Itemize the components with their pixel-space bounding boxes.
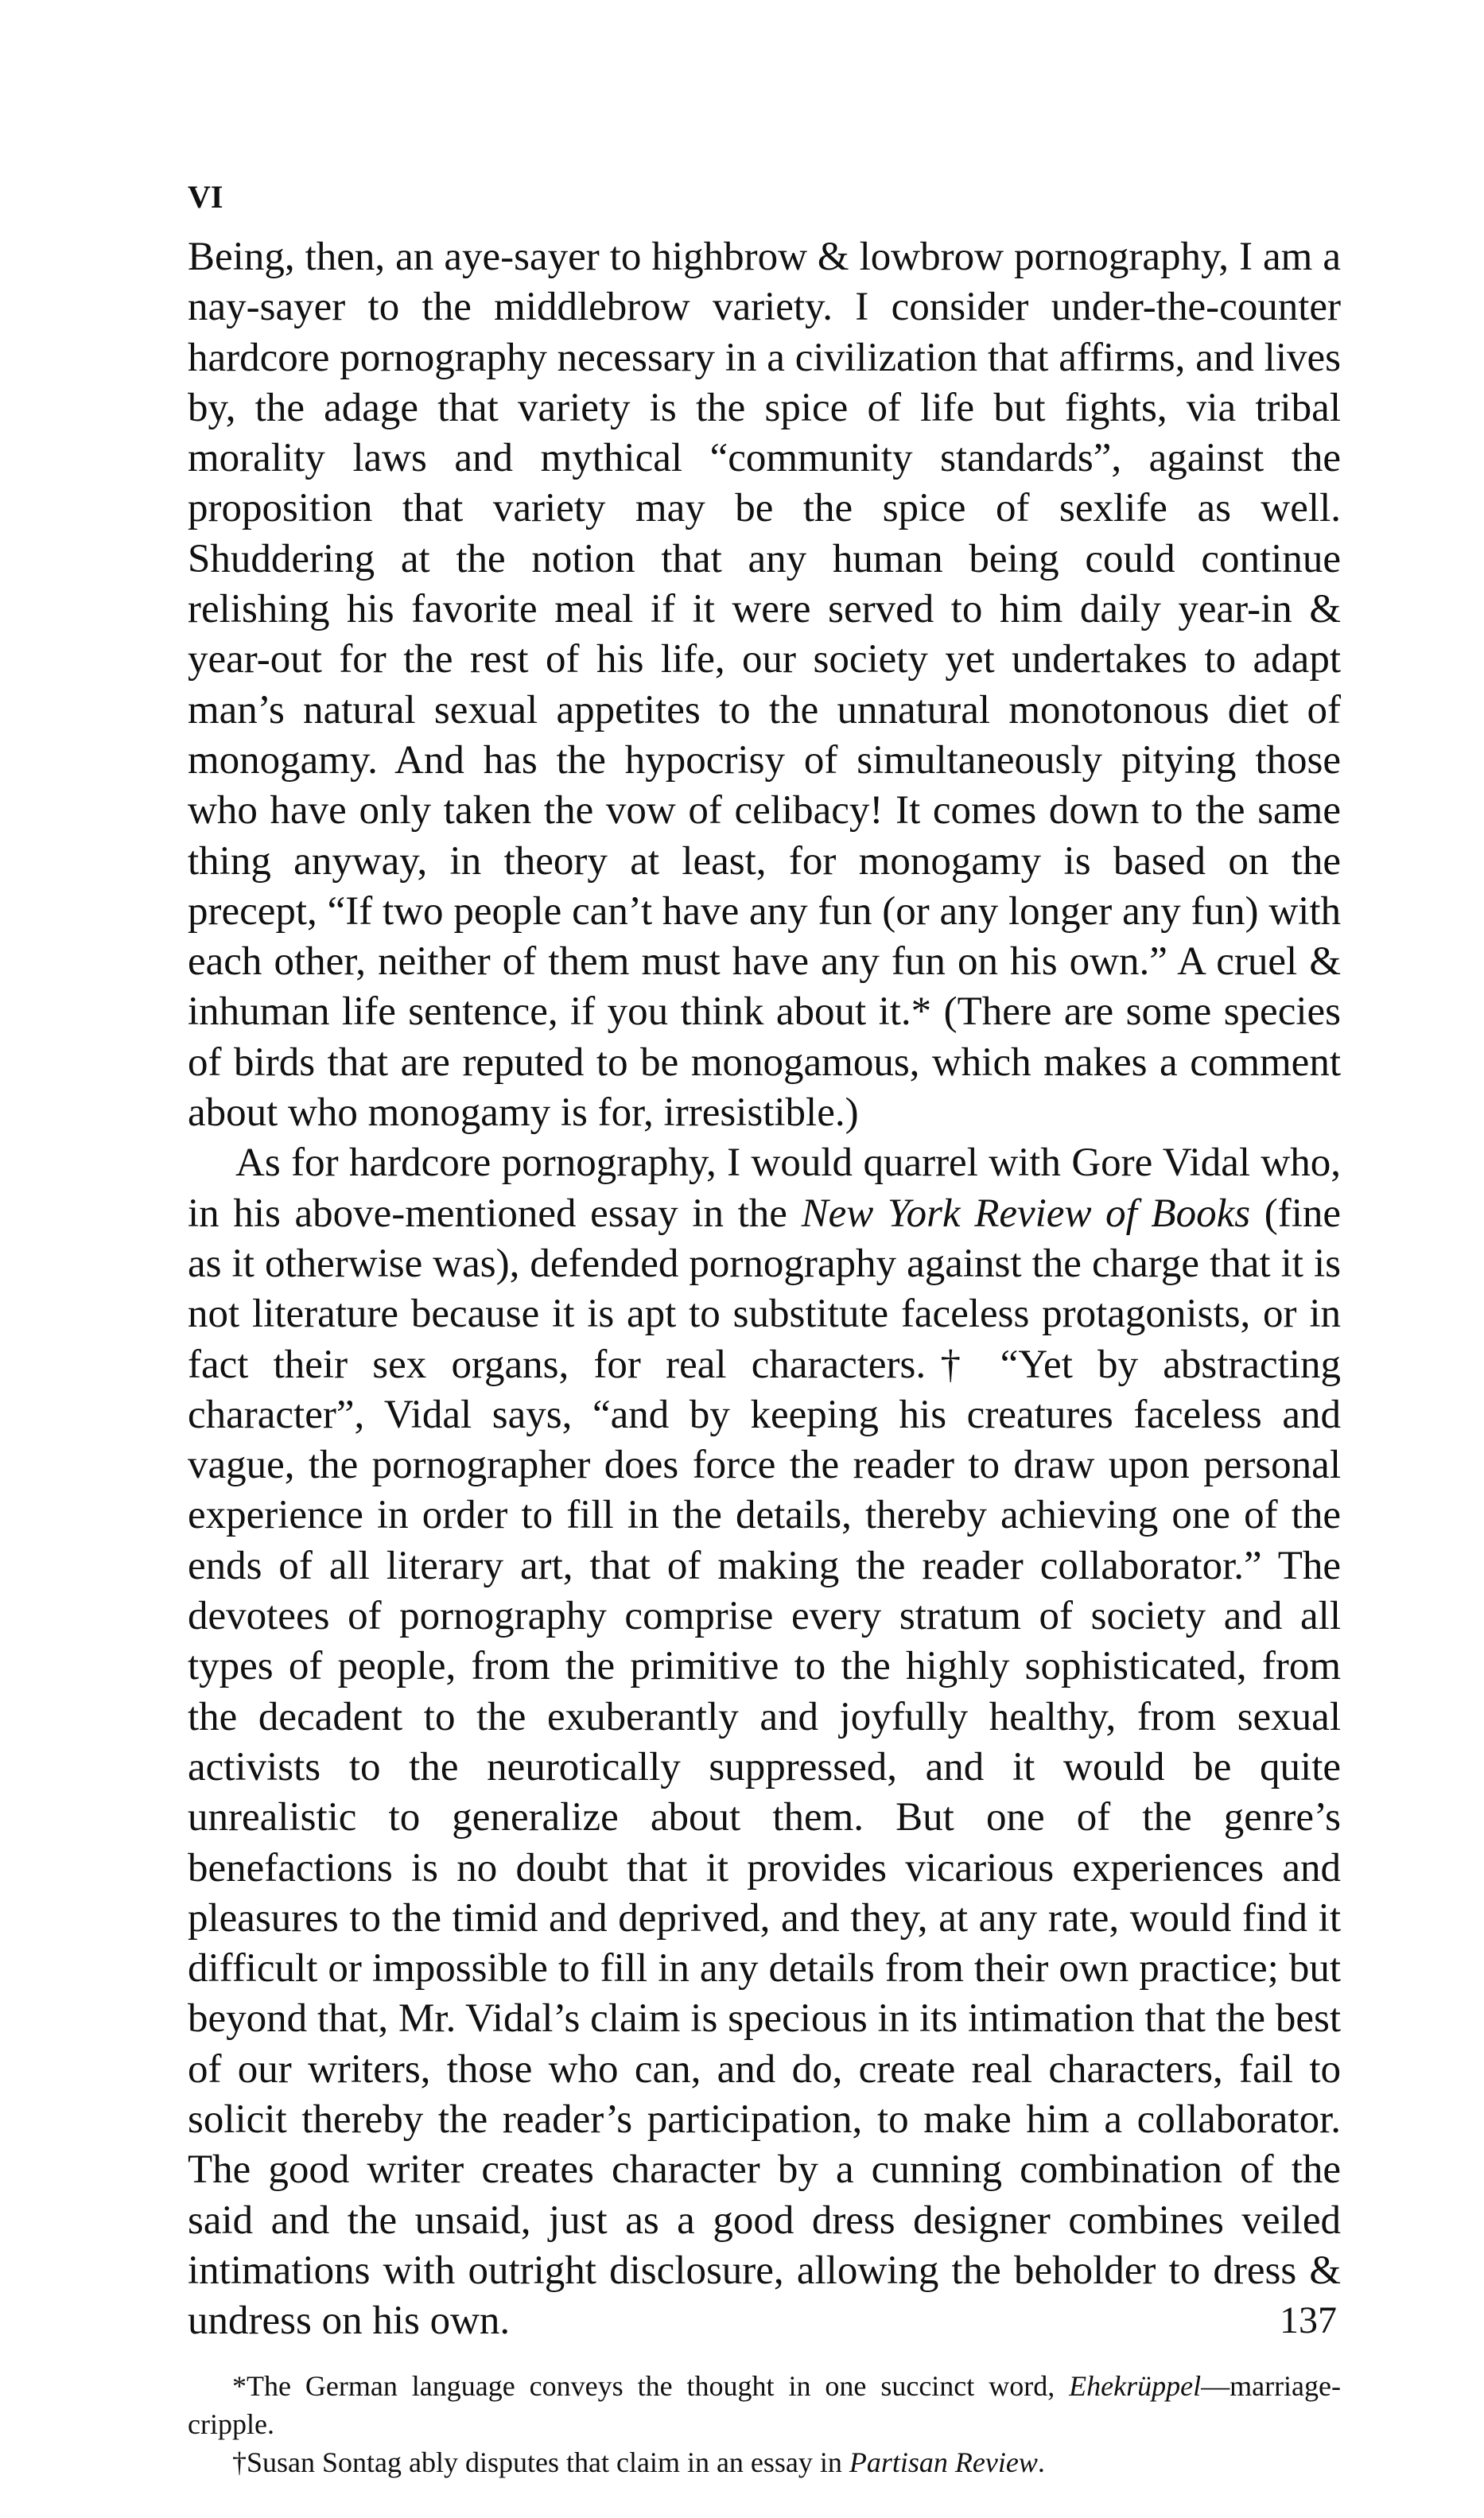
footnote-1-text-end: —marriage-cripple. xyxy=(188,2370,1341,2441)
paragraph-2-text-rest: (fine as it otherwise was), defended pornography against the charge that it is not literature because it is apt to substitute faceless protagonists, or in fact their sex organs, for real characters.† “Yet by abstracting character”, Vidal says, “and by keeping his creatures faceless and vague, the pornographer does force the reader to draw upon personal experience in order to fill in the details, thereby achieving one of the ends of all literary art, that of making the reader collaborator.” The devotees of pornography comprise every stratum of society and all types of people, from the primitive to the highly sophisticated, from the decadent to the exuberantly and joyfully healthy, from sexual activists to the neurotically suppressed, and it would be quite unrealistic to generalize about them. But one of the genre’s benefactions is no doubt that it provides vicarious experiences and pleasures to the timid and deprived, and they, at any rate, would find it difficult or impossible to fill in any details from their own practice; but beyond that, Mr. Vidal’s claim is specious in its intimation that the best of our writers, those who can, and do, create real characters, fail to solicit thereby the reader’s participation, to make him a collaborator. The good writer creates character by a cunning combination of the said and the unsaid, just as a good dress designer combines veiled intimations with outright disclosure, allowing the beholder to dress & undress on his own. xyxy=(188,1191,1342,2344)
footnote-1-german-word: Ehekrüppel xyxy=(1069,2370,1202,2403)
section-heading: VI xyxy=(188,179,223,215)
footnote-2-journal: Partisan Review xyxy=(849,2446,1038,2479)
page-number: 137 xyxy=(1280,2299,1337,2341)
footnote-asterisk xyxy=(188,2367,1341,2443)
paragraph-1-text: Being, then, an aye-sayer to highbrow & lowbrow pornography, I am a nay-sayer to the middlebrow variety. I consider under-the-counter hardcore pornography necessary in a civilization that affirms, and lives by, the adage that variety is the spice of life but fights, via tribal morality laws and mythical “community standards”, against the proposition that variety may be the spice of sexlife as well. Shuddering at the notion that any human being could continue relishing his favorite meal if it were served to him daily year-in & year-out for the rest of his life, our society yet undertakes to adapt man’s natural sexual appetites to the unnatural monotonous diet of monogamy. And has the hypocrisy of simultaneously pitying those who have only taken the vow of celibacy! It comes down to the same thing anyway, in theory at least, for monogamy is based on the precept, “If two people can’t have any fun (or any longer any fun) with each other, neither of them must have any fun on his own.” A cruel & inhuman life sentence, if you think about it.* (There are some species of birds that are reputed to be monogamous, which makes a comment about who monogamy is for, irresistible.) xyxy=(188,235,1341,1136)
page-body xyxy=(188,181,1341,2481)
footnote-dagger xyxy=(188,2443,1341,2481)
publication-title-nyrb: New York Review of Books xyxy=(801,1191,1251,1236)
paragraph-2-text-start: As for hardcore pornography, I would quarrel with Gore Vidal who, in his above-mentioned essay in the xyxy=(188,1140,1341,1236)
footnote-2-text: †Susan Sontag ably disputes that claim in an essay in xyxy=(232,2446,849,2479)
footnote-1-text: *The German language conveys the thought in one succinct word, xyxy=(232,2370,1070,2403)
footnotes xyxy=(188,2367,1341,2481)
paragraph-1 xyxy=(188,232,1341,1138)
paragraph-2 xyxy=(188,1138,1341,2346)
footnote-2-text-end: . xyxy=(1037,2446,1045,2479)
